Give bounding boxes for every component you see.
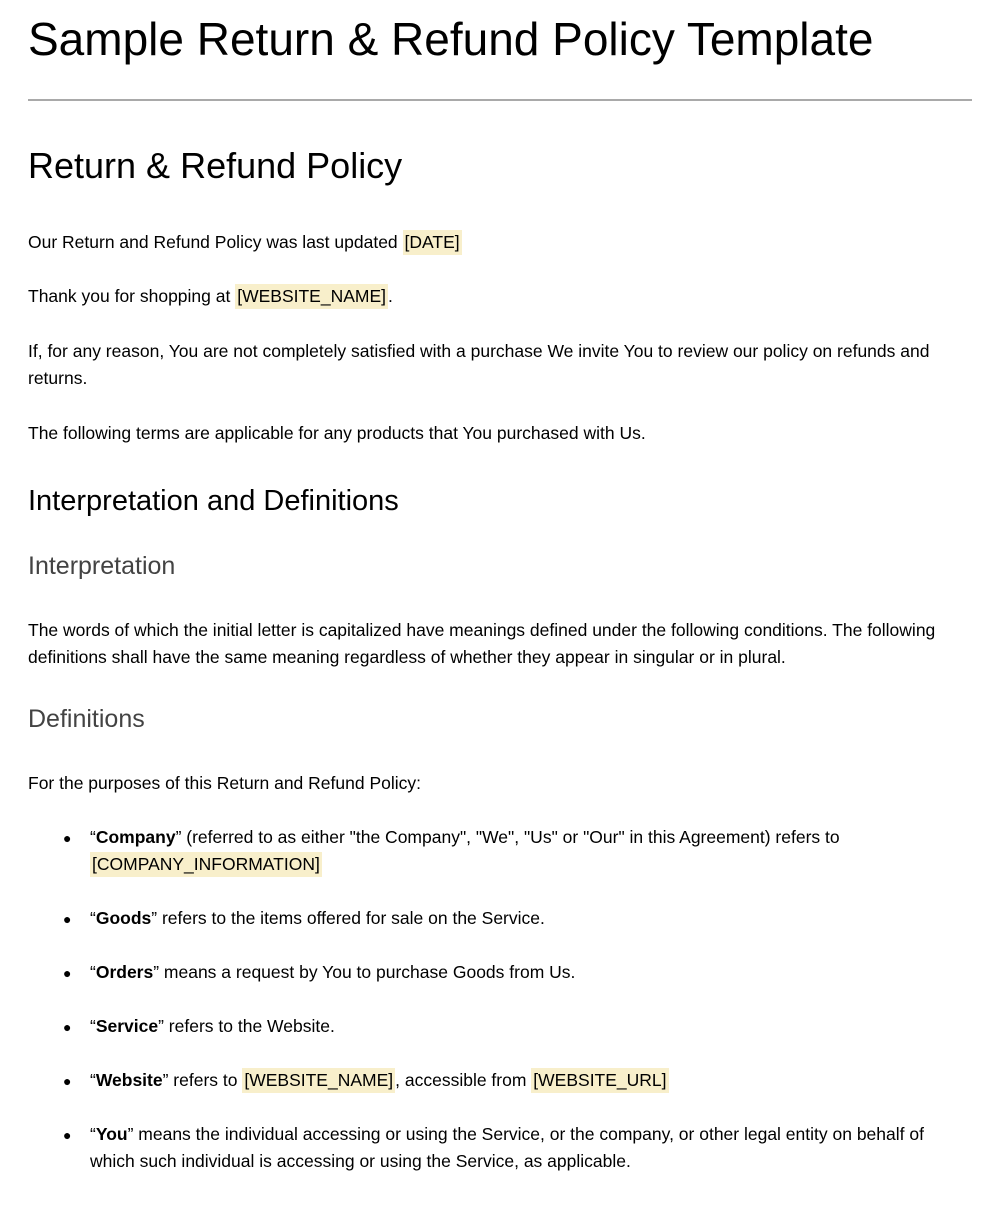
term-open-quote: “ — [90, 962, 96, 982]
definition-text-goods: refers to the items offered for sale on the Service. — [157, 908, 545, 928]
term-close-quote: ” — [162, 1070, 169, 1090]
term-close-quote: ” — [153, 962, 160, 982]
definition-item-website — [90, 1067, 972, 1094]
definition-text-website-2: , accessible from — [395, 1070, 532, 1090]
definition-text-website: refers to — [168, 1070, 243, 1090]
definition-item-orders — [90, 959, 972, 986]
policy-section-heading: Return & Refund Policy — [28, 145, 403, 186]
term-open-quote: “ — [90, 1124, 96, 1144]
term-close-quote: ” — [175, 827, 182, 847]
definition-item-you — [90, 1121, 972, 1175]
term-open-quote: “ — [90, 1070, 96, 1090]
interpretation-body: The words of which the initial letter is capitalized have meanings defined under the following conditions. The following definitions shall have the same meaning regardless of whether they appear in singular or in plural. — [28, 620, 936, 667]
term-close-quote: ” — [127, 1124, 134, 1144]
term-close-quote: ” — [158, 1016, 164, 1036]
interpretation-definitions-heading: Interpretation and Definitions — [28, 485, 399, 517]
website-url-placeholder: [WEBSITE_URL] — [531, 1068, 668, 1093]
definition-text-orders: means a request by You to purchase Goods from Us. — [159, 962, 576, 982]
definition-term-website: Website — [95, 1070, 163, 1090]
last-updated-paragraph — [28, 229, 972, 256]
definition-term-company: Company — [95, 827, 176, 847]
thanks-text: Thank you for shopping at — [28, 286, 236, 306]
definitions-intro: For the purposes of this Return and Refund Policy: — [28, 773, 421, 793]
term-open-quote: “ — [90, 908, 96, 928]
thanks-period: . — [388, 286, 393, 306]
definitions-heading: Definitions — [28, 705, 145, 733]
definition-item-service — [90, 1013, 972, 1040]
term-open-quote: “ — [90, 1016, 96, 1036]
term-close-quote: ” — [151, 908, 158, 928]
website-name-placeholder: [WEBSITE_NAME] — [242, 1068, 395, 1093]
title-divider — [28, 99, 972, 101]
company-information-placeholder: [COMPANY_INFORMATION] — [90, 852, 322, 877]
interpretation-heading: Interpretation — [28, 552, 176, 580]
definition-item-goods — [90, 905, 972, 932]
satisfaction-paragraph: If, for any reason, You are not completely satisfied with a purchase We invite You to review our policy on refunds and returns. — [28, 341, 930, 388]
term-open-quote: “ — [90, 827, 96, 847]
definition-text-service: refers to the Website. — [163, 1016, 335, 1036]
definition-item-company — [90, 824, 972, 878]
definition-term-you: You — [95, 1124, 128, 1144]
terms-paragraph: The following terms are applicable for any products that You purchased with Us. — [28, 423, 646, 443]
definition-term-orders: Orders — [95, 962, 154, 982]
page-title: Sample Return & Refund Policy Template — [28, 13, 874, 65]
definition-text-you: means the individual accessing or using the Service, or the company, or other legal entity on behalf of which such individual is accessing or using the Service, as applicable. — [90, 1124, 924, 1171]
date-placeholder: [DATE] — [403, 230, 462, 255]
definitions-list — [28, 824, 972, 1175]
website-name-placeholder: [WEBSITE_NAME] — [235, 284, 388, 309]
thanks-paragraph — [28, 283, 972, 310]
definition-term-goods: Goods — [95, 908, 152, 928]
definition-text-company: (referred to as either "the Company", "We", "Us" or "Our" in this Agreement) refers to — [181, 827, 840, 847]
last-updated-text: Our Return and Refund Policy was last updated — [28, 232, 403, 252]
definition-term-service: Service — [95, 1016, 159, 1036]
